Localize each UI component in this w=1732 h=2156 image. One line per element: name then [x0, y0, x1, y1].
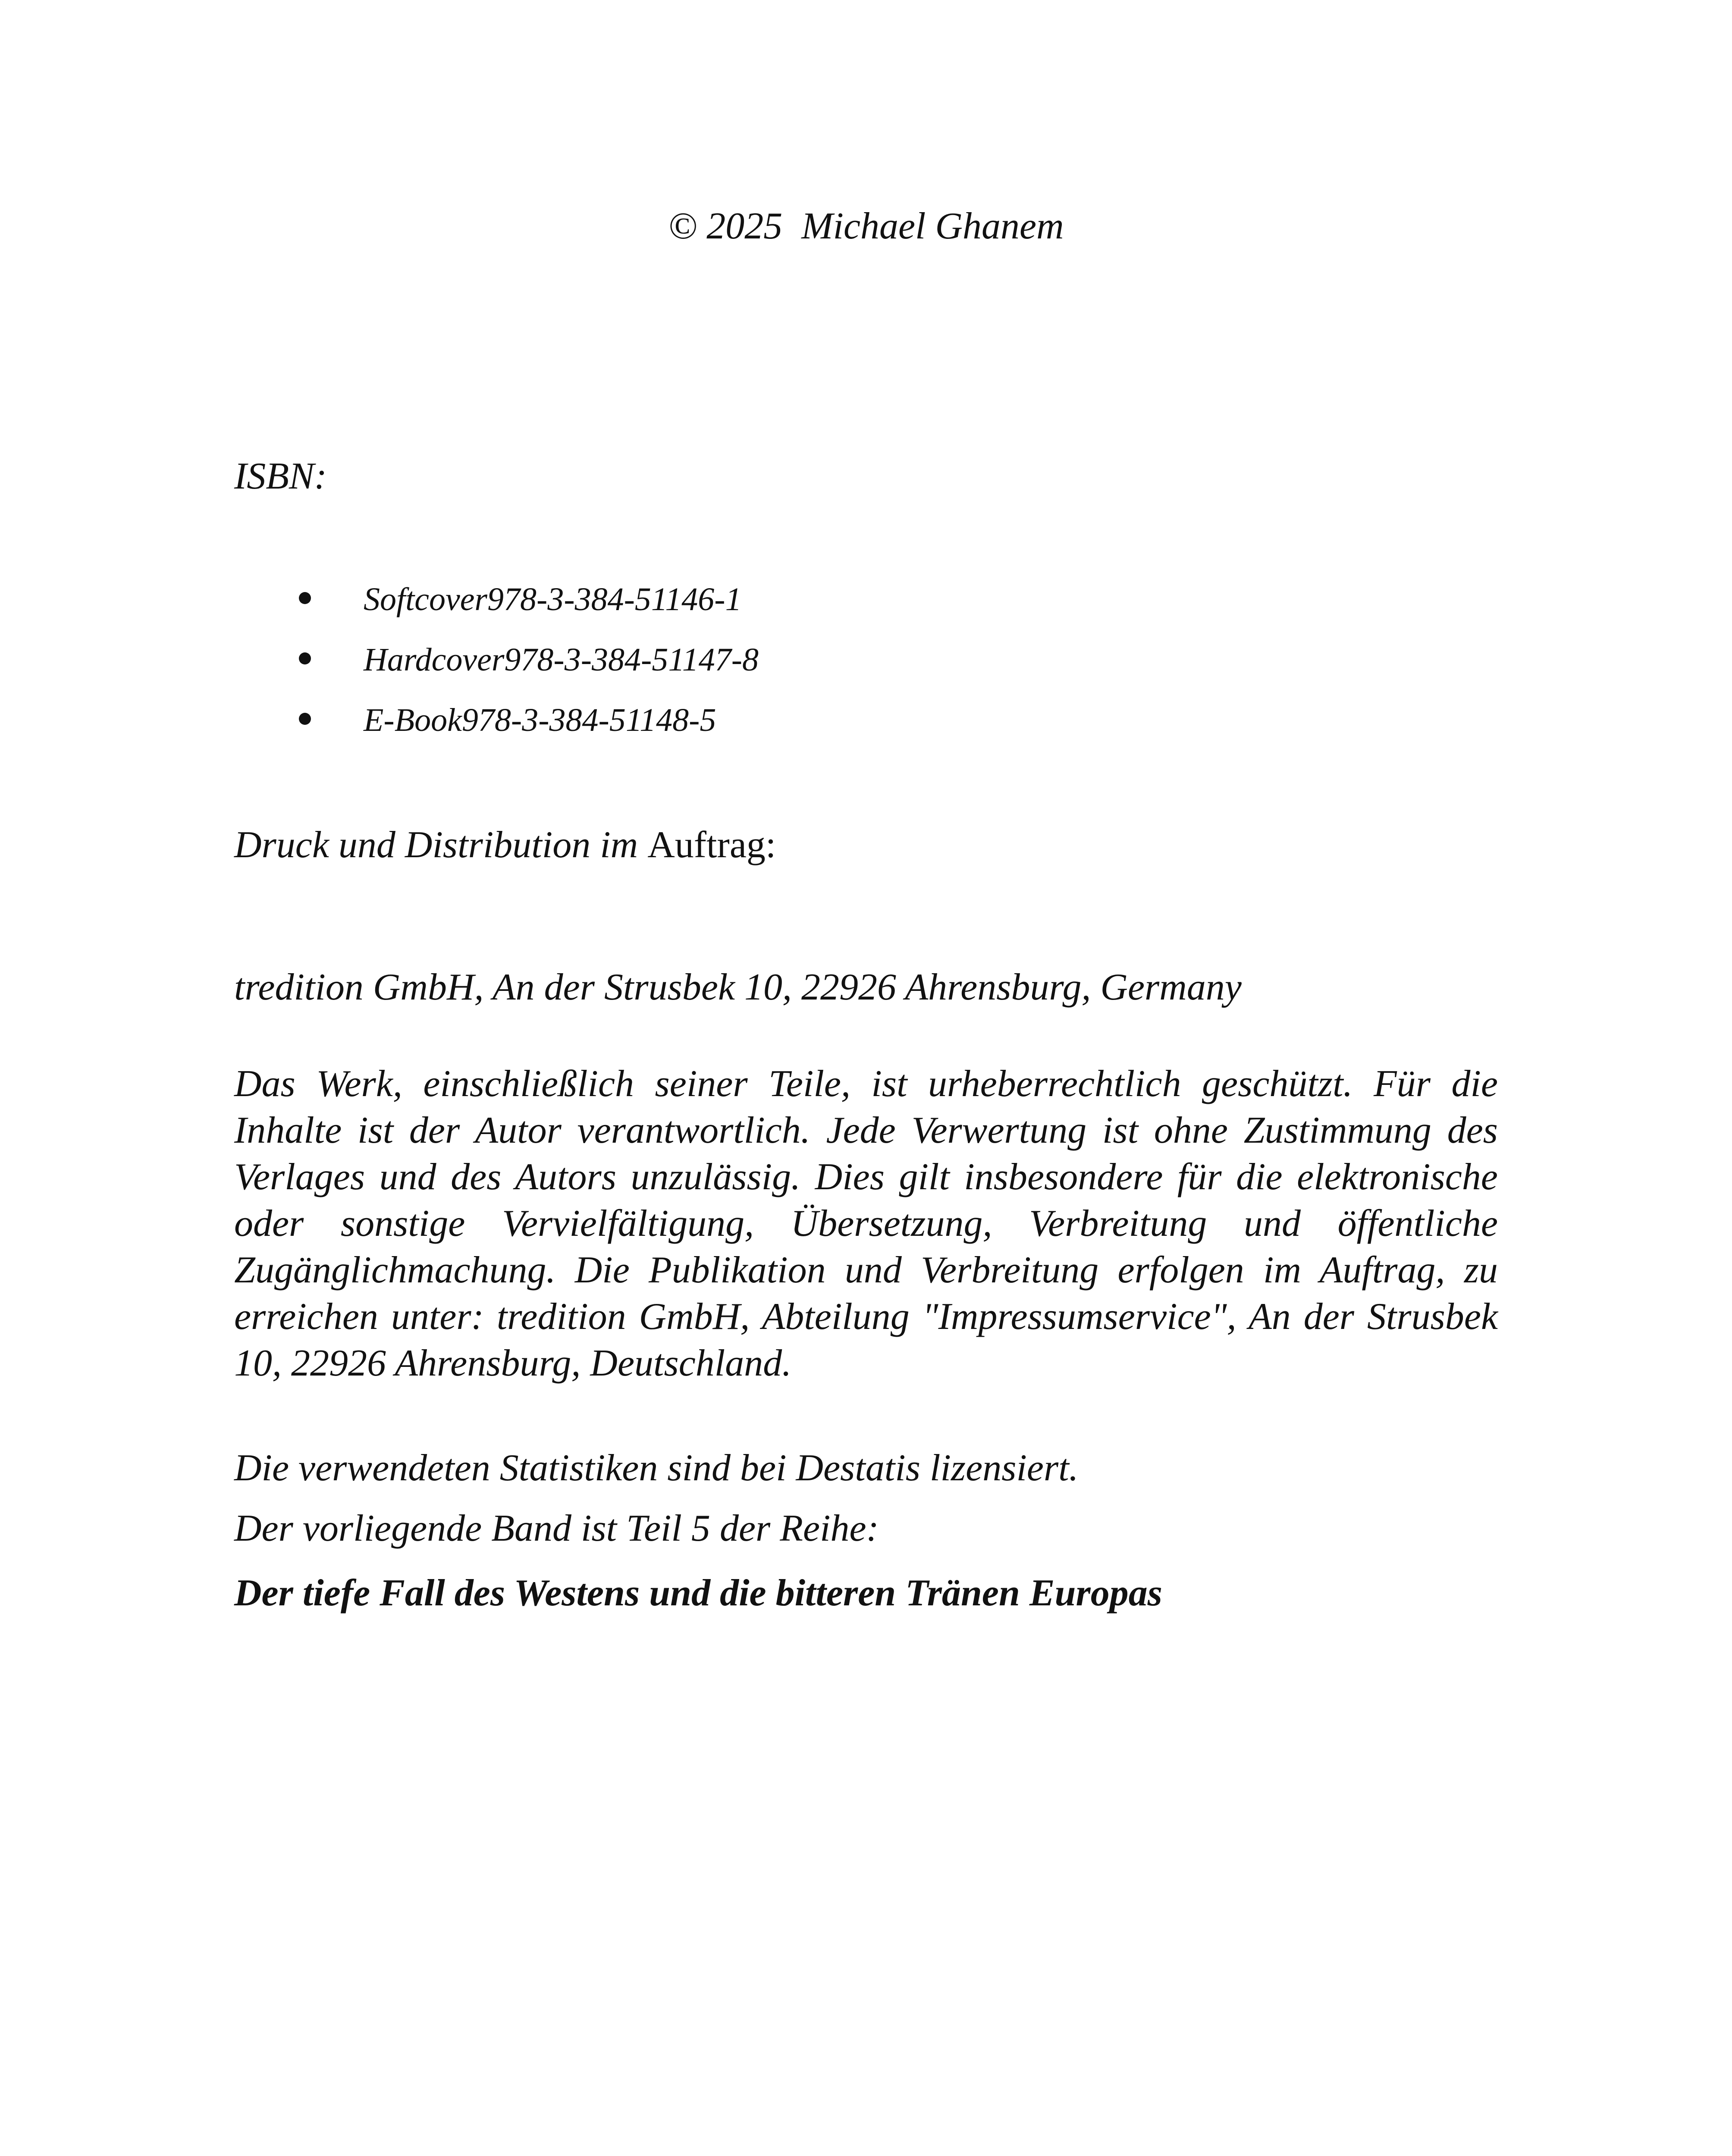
copyright-line: © 2025 Michael Ghanem: [668, 205, 1064, 247]
printing-line: [234, 821, 776, 869]
bullet-icon: [299, 592, 311, 604]
printing-suffix: Auftrag:: [647, 824, 776, 866]
bullet-icon: [299, 652, 311, 664]
isbn-softcover: Softcover978-3-384-51146-1: [364, 581, 742, 617]
series-title: Der tiefe Fall des Westens und die bitteren Tränen Europas: [234, 1572, 1163, 1614]
legal-notice: Das Werk, einschließlich seiner Teile, ist urheberrechtlich geschützt. Für die Inhalte ist der Autor verantwortlich. Jede Verwertung ist ohne Zustimmung des Verlages und des Autors unzulässig. Dies gilt insbesondere für die elektronische oder sonstige Vervielfältigung, Übersetzung, Verbreitung und öffentliche Zugänglichmachung. Die Publikation und Verbreitung erfolgen im Auftrag, zu erreichen unter: tredition GmbH, Abteilung "Impressumservice", An der Strusbek 10, 22926 Ahrensburg, Deutschland.: [234, 1063, 1498, 1384]
isbn-ebook: E-Book978-3-384-51148-5: [364, 702, 716, 738]
isbn-hardcover: Hardcover978-3-384-51147-8: [364, 642, 759, 678]
list-item: [234, 696, 759, 757]
isbn-label: ISBN:: [234, 455, 327, 497]
isbn-list: [234, 576, 759, 757]
statistics-note: Die verwendeten Statistiken sind bei Destatis lizensiert.: [234, 1447, 1079, 1489]
list-item: [234, 636, 759, 696]
list-item: [234, 576, 759, 636]
bullet-icon: [299, 713, 311, 725]
printing-prefix: Druck und Distribution im: [234, 824, 648, 866]
series-intro: Der vorliegende Band ist Teil 5 der Reihe:: [234, 1507, 879, 1549]
publisher-address: tredition GmbH, An der Strusbek 10, 22926 Ahrensburg, Germany: [234, 966, 1242, 1008]
